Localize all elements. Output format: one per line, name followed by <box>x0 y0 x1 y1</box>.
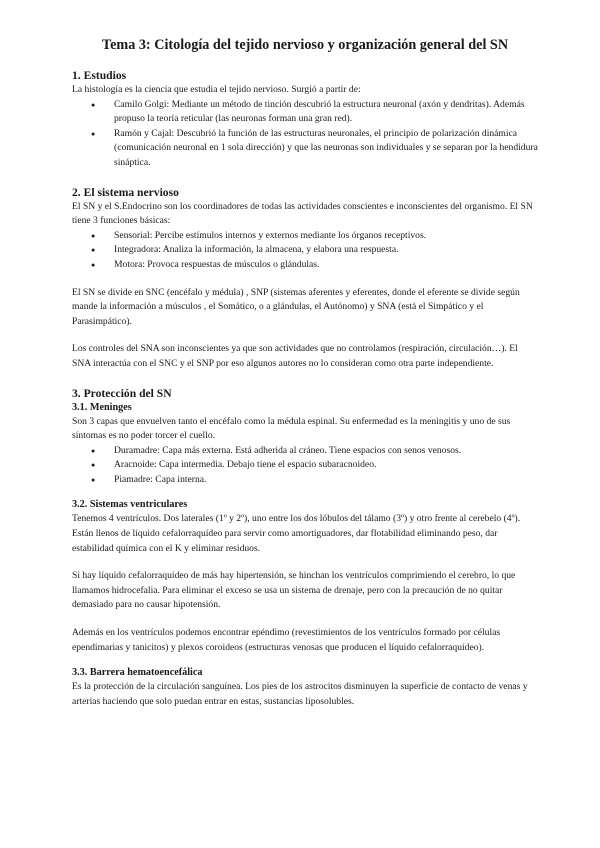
subsection-heading-ventriculares: 3.2. Sistemas ventriculares <box>72 499 188 511</box>
paragraph-ependimo: Además en los ventrículos podemos encontrar epéndimo (revestimientos de los ventrículos formado por células ependimarias y tanicitos) y plexos coroideos (estructuras venosas que producen el líquido cefalorraquídeo). <box>72 627 501 653</box>
section-heading-proteccion: 3. Protección del SN <box>72 386 172 400</box>
section-sistema-nervioso <box>72 185 538 372</box>
list-item: ● Integradora: Analiza la información, la almacena, y elabora una respuesta. <box>114 243 538 258</box>
list-item: ● Duramadre: Capa más externa. Está adherida al cráneo. Tiene espacios con senos venosos. <box>114 444 538 459</box>
bullet-list-funciones <box>72 229 538 273</box>
paragraph-division-sn: El SN se divide en SNC (encéfalo y médula) , SNP (sistemas aferentes y eferentes, donde el eferente se divide según mande la información a músculos , el Somático, o a glándulas, el Autónomo) y SNA (está el Simpático y el Parasimpático). <box>72 286 520 327</box>
document-title: Tema 3: Citología del tejido nervioso y organización general del SN <box>101 37 509 53</box>
list-item: ● Camilo Golgi: Mediante un método de tinción descubrió la estructura neuronal (axón y dendritas). Además propuso la teoría reticular (las neuronas forman una gran red). <box>114 98 538 127</box>
paragraph-controles-sna: Los controles del SNA son inconscientes ya que son actividades que no controlamos (respiración, circulación…). El SNA interactúa con el SNC y el SNP por eso algunos autores no lo consideran como otra parte independiente. <box>72 343 518 369</box>
section-proteccion <box>72 386 538 710</box>
section-estudios <box>72 68 538 171</box>
paragraph-meninges-intro: Son 3 capas que envuelven tanto el encéfalo como la médula espinal. Su enfermedad es la meningitis y uno de sus síntomas es no poder torcer el cuello. <box>72 415 511 442</box>
list-item: ● Piamadre: Capa interna. <box>114 473 538 488</box>
paragraph-barrera: Es la protección de la circulación sanguínea. Los pies de los astrocitos disminuyen la superficie de contacto de venas y arterias haciendo que solo puedan entrar en estas, sustancias liposolubles. <box>72 681 528 707</box>
list-item: ● Motora: Provoca respuestas de músculos o glándulas. <box>114 258 538 273</box>
list-item: ● Aracnoide: Capa intermedia. Debajo tiene el espacio subaracnoideo. <box>114 458 538 473</box>
bullet-list-estudios <box>72 98 538 171</box>
paragraph-ventriculos: Tenemos 4 ventrículos. Dos laterales (1º y 2º), uno entre los dos lóbulos del tálamo (3º) y otro frente al cerebelo (4º). Están llenos de líquido cefalorraquídeo para servir como amortiguadores, dar flotabilidad eliminando peso, dar estabilidad química con el K y eliminar residuos. <box>72 513 521 554</box>
bullet-list-meninges <box>72 444 538 488</box>
list-item: ● Sensorial: Percibe estímulos internos y externos mediante los órganos receptivos. <box>114 229 538 244</box>
section-heading-sistema: 2. El sistema nervioso <box>72 185 179 199</box>
paragraph-hidrocefalia: Si hay líquido cefalorraquídeo de más hay hipertensión, se hinchan los ventrículos comprimiendo el cerebro, lo que llamamos hidrocefalia. Para eliminar el exceso se usa un sistema de drenaje, pero con la precaución de no quitar demasiado para no causar hipotensión. <box>72 570 516 611</box>
list-item: ● Ramón y Cajal: Descubrió la función de las estructuras neuronales, el principio de polarización dinámica (comunicación neuronal en 1 sola dirección) y que las neuronas son individuales y se separan por la hendidura sináptica. <box>114 127 538 171</box>
subsection-heading-meninges: 3.1. Meninges <box>72 401 132 413</box>
subsection-heading-barrera: 3.3. Barrera hematoencefálica <box>72 667 203 679</box>
section-heading-estudios: 1. Estudios <box>72 69 127 82</box>
paragraph-estudios-intro: La histología es la ciencia que estudia el tejido nervioso. Surgió a partir de: <box>72 84 361 95</box>
paragraph-sistema-intro: El SN y el S.Endocrino son los coordinadores de todas las actividades conscientes e inconscientes del organismo. El SN tiene 3 funciones básicas: <box>72 200 533 227</box>
